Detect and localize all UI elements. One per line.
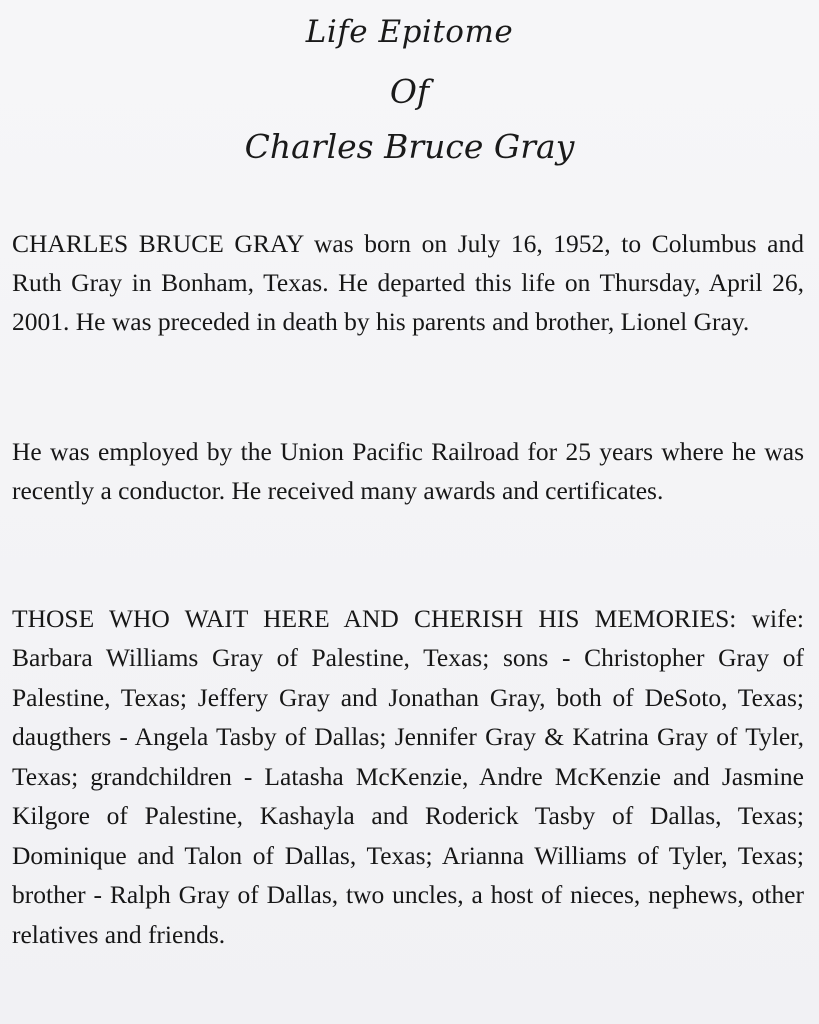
title-of: Of — [389, 72, 430, 111]
paragraph-survivors: THOSE WHO WAIT HERE AND CHERISH HIS MEMORIES: wife: Barbara Williams Gray of Palestine, Texas; sons - Christopher Gray of Palestine, Texas; Jeffery Gray and Jonathan Gray, both of DeSoto, Texas; daugthers - Angela Tasby of Dallas; Jennifer Gray & Katrina Gray of Tyler, Texas; grandchildren - Latasha McKenzie, Andre McKenzie and Jasmine Kilgore of Palestine, Kashayla and Roderick Tasby of Dallas, Texas; Dominique and Talon of Dallas, Texas; Arianna Williams of Tyler, Texas; brother - Ralph Gray of Dallas, two uncles, a host of nieces, nephews, other relatives and friends. — [12, 603, 804, 949]
paragraph-employment: He was employed by the Union Pacific Railroad for 25 years where he was recently a conductor. He received many awards and certificates. — [12, 436, 804, 505]
title-life-epitome: Life Epitome — [305, 14, 514, 50]
title-name: Charles Bruce Gray — [244, 127, 575, 166]
paragraph-birth-death: CHARLES BRUCE GRAY was born on July 16, 1952, to Columbus and Ruth Gray in Bonham, Texas. He departed this life on Thursday, April 26, 2001. He was preceded in death by his parents and brother, Lionel Gray. — [12, 228, 804, 336]
